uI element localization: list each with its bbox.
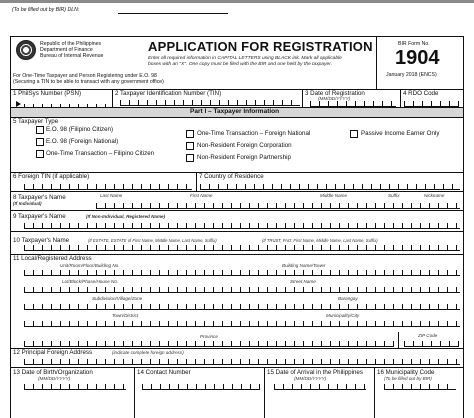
field9-label: 9 Taxpayer's Name bbox=[13, 213, 66, 220]
field10-trust: (If TRUST, FAO: First Name, Middle Name, Last Name, Suffix) bbox=[262, 238, 378, 243]
row8-top bbox=[10, 191, 464, 192]
agency-line3: Bureau of Internal Revenue bbox=[40, 53, 104, 59]
row1-div2 bbox=[302, 89, 303, 107]
field8-nickname-label: Nickname bbox=[424, 193, 445, 198]
eo98-filipino-checkbox[interactable] bbox=[36, 126, 44, 134]
field3-label: 3 Date of Registration bbox=[305, 90, 365, 97]
field15-label: 15 Date of Arrival in the Philippines bbox=[267, 369, 363, 376]
field11-city-label: Municipality/City bbox=[326, 313, 360, 318]
row13-div2 bbox=[264, 367, 265, 418]
field7-input[interactable] bbox=[200, 184, 460, 190]
nr-partnership-checkbox[interactable] bbox=[186, 154, 194, 162]
row1-div1 bbox=[112, 89, 113, 107]
bir-dln-label: (To be filled out by BIR) DLN: bbox=[12, 7, 80, 13]
eo98-filipino-label: E.O. 98 (Filipino Citizen) bbox=[46, 126, 114, 133]
row10-top bbox=[10, 231, 464, 232]
form-number: 1904 bbox=[395, 47, 440, 69]
row13-div3 bbox=[374, 367, 375, 418]
field11-zip-label: ZIP Code bbox=[418, 333, 438, 338]
onetime-filipino-checkbox[interactable] bbox=[36, 150, 44, 158]
field13-hint: (MM/DD/YYYY) bbox=[38, 376, 71, 381]
row9-top bbox=[10, 210, 464, 211]
instructions-line2: boxes with an "X". One copy must be filed with the BIR and one held by the taxpayer. bbox=[148, 62, 333, 67]
field13-input[interactable] bbox=[24, 384, 126, 390]
zip-divider bbox=[398, 332, 399, 348]
field5-label: 5 Taxpayer Type bbox=[13, 118, 59, 125]
field10-label: 10 Taxpayer's Name bbox=[13, 237, 70, 244]
dln-line bbox=[118, 13, 228, 14]
field12-label: 12 Principal Foreign Address bbox=[13, 349, 93, 356]
field8-label: 8 Taxpayer's Name bbox=[13, 194, 66, 201]
field14-input[interactable] bbox=[142, 384, 260, 390]
applicability-line1: For One-Time Taxpayer and Person Registering under E.O. 98 bbox=[13, 73, 157, 79]
field15-hint: (MM/DD/YYYY) bbox=[294, 376, 327, 381]
field15-input[interactable] bbox=[274, 384, 366, 390]
field9-sub: (If Non-Individual, Registered Name) bbox=[86, 214, 166, 219]
field8-first-label: First Name bbox=[190, 193, 213, 198]
field11-label: 11 Local/Registered Address bbox=[13, 255, 92, 262]
row13-top bbox=[10, 367, 464, 368]
field10-input[interactable] bbox=[24, 245, 460, 251]
row13-div1 bbox=[134, 367, 135, 418]
form-edition: January 2018 (ENCS) bbox=[386, 72, 437, 78]
viewer-top-edge bbox=[0, 0, 474, 3]
field11-line4-input[interactable] bbox=[24, 321, 460, 327]
field11-building-label: Building Name/Tower bbox=[282, 263, 326, 268]
field6-label: 6 Foreign TIN (if applicable) bbox=[13, 173, 90, 180]
field2-input[interactable] bbox=[120, 100, 300, 106]
field11-brgy-label: Barangay bbox=[338, 296, 358, 301]
form-no-label: BIR Form No. bbox=[398, 41, 430, 47]
field9-input[interactable] bbox=[24, 223, 460, 229]
field11-line3-input[interactable] bbox=[24, 304, 460, 310]
field11-subd-label: Subdivision/Village/Zone bbox=[92, 296, 143, 301]
field13-label: 13 Date of Birth/Organization bbox=[13, 369, 93, 376]
field8-input[interactable] bbox=[96, 203, 460, 209]
nr-corporation-checkbox[interactable] bbox=[186, 142, 194, 150]
field11-province-label: Province bbox=[200, 334, 218, 339]
field1-label: 1 PhilSys Number (PSN) bbox=[13, 90, 82, 97]
field11-zip-input[interactable] bbox=[404, 341, 459, 347]
applicability-line2: (Securing a TIN to be able to transact with any government office) bbox=[13, 79, 164, 85]
agency-line2: Department of Finance bbox=[40, 47, 93, 53]
field16-input[interactable] bbox=[384, 384, 456, 390]
field12-sub: (indicate complete foreign address) bbox=[112, 350, 184, 355]
field6-input[interactable] bbox=[24, 184, 192, 190]
form-title: APPLICATION FOR REGISTRATION bbox=[148, 39, 373, 54]
field7-label: 7 Country of Residence bbox=[199, 173, 264, 180]
nr-partnership-label: Non-Resident Foreign Partnership bbox=[197, 154, 291, 161]
field11-street-label: Street Name bbox=[290, 279, 316, 284]
field11-line2-input[interactable] bbox=[24, 287, 460, 293]
field10-sub: (If ESTATE, ESTATE of First Name, Middle Name, Last Name, Suffix) bbox=[88, 238, 217, 243]
onetime-filipino-label: One-Time Transaction – Filipino Citizen bbox=[46, 150, 155, 157]
bir-seal-icon bbox=[16, 40, 36, 60]
instructions-line1: Enter all required information in CAPITAL LETTERS using BLACK ink. Mark all applicable bbox=[148, 56, 342, 61]
field11-line1-input[interactable] bbox=[24, 270, 460, 276]
field11-unit-label: Unit/Room/Floor/Building No. bbox=[60, 263, 120, 268]
field8-sub: (If Individual) bbox=[13, 201, 42, 206]
eo98-foreign-label: E.O. 98 (Foreign National) bbox=[46, 138, 119, 145]
passive-income-label: Passive Income Earner Only bbox=[361, 130, 440, 137]
form-no-divider bbox=[376, 36, 377, 90]
row6-div bbox=[196, 172, 197, 191]
field8-middle-label: Middle Name bbox=[320, 193, 348, 198]
field3-hint: (MM/DD/YYYY) bbox=[318, 96, 351, 101]
field14-label: 14 Contact Number bbox=[137, 369, 191, 376]
field2-label: 2 Taxpayer Identification Number (TIN) bbox=[115, 90, 222, 97]
field16-hint: (To be filled out by BIR) bbox=[384, 376, 432, 381]
onetime-foreign-label: One-Time Transaction – Foreign National bbox=[197, 130, 311, 137]
field8-suffix-label: Suffix bbox=[388, 193, 400, 198]
passive-income-checkbox[interactable] bbox=[350, 130, 358, 138]
agency-line1: Republic of the Philippines bbox=[40, 41, 102, 47]
field11-town-label: Town/District bbox=[112, 313, 139, 318]
eo98-foreign-checkbox[interactable] bbox=[36, 138, 44, 146]
part1-title: Part I – Taxpayer Information bbox=[190, 108, 280, 115]
field8-last-label: Last Name bbox=[100, 193, 123, 198]
nr-corporation-label: Non-Resident Foreign Corporation bbox=[197, 142, 292, 149]
row1-div3 bbox=[400, 89, 401, 107]
field4-label: 4 RDO Code bbox=[403, 90, 439, 97]
onetime-foreign-checkbox[interactable] bbox=[186, 130, 194, 138]
field11-lot-label: Lot/Block/Phase/House No. bbox=[62, 279, 119, 284]
field16-label: 16 Municipality Code bbox=[377, 369, 435, 376]
field11-province-input[interactable] bbox=[24, 341, 394, 347]
field12-input[interactable] bbox=[24, 359, 460, 365]
